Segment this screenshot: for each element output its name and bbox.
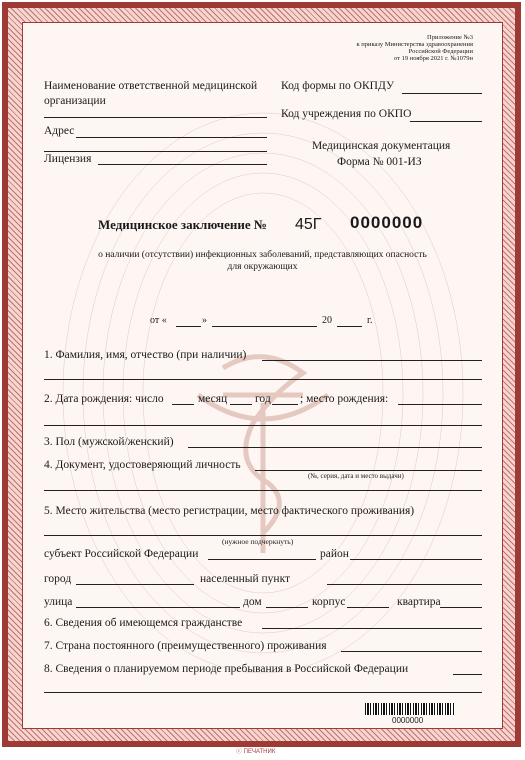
district-field[interactable] (350, 559, 482, 560)
stay-period-field[interactable] (453, 674, 482, 675)
order-reference (357, 34, 474, 63)
full-name-field-2[interactable] (44, 379, 482, 380)
birth-year-field[interactable] (272, 404, 298, 405)
id-document-field[interactable] (255, 470, 482, 471)
date-year-prefix: 20 (322, 315, 332, 326)
district-label: район (320, 548, 349, 560)
order-line-1: Приложение №3 (427, 34, 473, 41)
series-code: 45Г (295, 216, 322, 233)
org-name-label: Наименование ответственной медицинской (44, 80, 258, 92)
field-6-label: 6. Сведения об имеющемся гражданстве (44, 617, 243, 629)
id-document-field-2[interactable] (44, 490, 482, 491)
org-name-field[interactable] (44, 117, 267, 118)
field-5-label: 5. Место жительства (место регистрации, место фактического проживания) (44, 505, 415, 517)
license-label: Лицензия (44, 153, 92, 165)
residence-hint: (нужное подчеркнуть) (222, 537, 294, 546)
order-line-4: от 19 ноября 2021 г. №1079н (393, 55, 473, 63)
date-quote-close: » (202, 315, 207, 326)
birth-month-label: месяц (198, 393, 228, 405)
okpo-label: Код учреждения по ОКПО (281, 108, 412, 120)
date-from-label: от « (150, 315, 167, 326)
stay-period-field-2[interactable] (44, 692, 482, 693)
date-year-field[interactable] (337, 326, 362, 327)
birth-day-field[interactable] (172, 404, 194, 405)
city-label: город (44, 573, 72, 585)
apartment-label: квартира (397, 596, 441, 608)
birth-place-field-2[interactable] (44, 425, 482, 426)
barcode (365, 703, 455, 715)
field-4-label: 4. Документ, удостоверяющий личность (44, 459, 241, 471)
okpo-field[interactable] (410, 121, 482, 122)
city-field[interactable] (76, 584, 194, 585)
settlement-field[interactable] (327, 584, 482, 585)
document-title: Медицинское заключение № (98, 217, 267, 232)
field-8-label: 8. Сведения о планируемом периоде пребывания в Российской Федерации (44, 663, 409, 675)
residence-country-field[interactable] (341, 651, 482, 652)
subtitle-line-1: о наличии (отсутствии) инфекционных заболеваний, представляющих опасность (98, 250, 427, 260)
med-doc-label: Медицинская документация (312, 140, 451, 152)
street-field[interactable] (76, 607, 240, 608)
street-label: улица (44, 596, 73, 608)
address-field[interactable] (76, 137, 267, 138)
subject-label: субъект Российской Федерации (44, 548, 199, 560)
org-name-label-2: организации (44, 95, 106, 107)
residence-field[interactable] (44, 535, 482, 536)
address-label: Адрес (44, 125, 75, 137)
field-3-label: 3. Пол (мужской/женский) (44, 436, 174, 448)
address-field-2[interactable] (44, 151, 267, 152)
order-line-3: Российской Федерации (408, 48, 473, 56)
license-field[interactable] (98, 164, 267, 165)
field-1-label: 1. Фамилия, имя, отчество (при наличии) (44, 349, 247, 361)
house-label: дом (243, 596, 262, 608)
id-document-hint: (№, серия, дата и место выдачи) (308, 472, 404, 480)
date-day-field[interactable] (176, 326, 201, 327)
order-line-2: к приказу Министерства здравоохранения (356, 41, 473, 49)
okpd-label: Код формы по ОКПДУ (281, 80, 395, 92)
birth-year-label: год (255, 393, 271, 405)
building-label: корпус (312, 596, 346, 608)
building-field[interactable] (347, 607, 389, 608)
birth-month-field[interactable] (230, 404, 252, 405)
full-name-field[interactable] (262, 360, 482, 361)
document-number: 0000000 (350, 213, 424, 232)
bowl-of-hygieia-emblem (198, 357, 328, 553)
field-7-label: 7. Страна постоянного (преимущественного) проживания (44, 640, 327, 652)
citizenship-field[interactable] (262, 628, 482, 629)
house-field[interactable] (266, 607, 308, 608)
settlement-label: населенный пункт (200, 573, 291, 585)
subtitle-line-2: для окружающих (227, 262, 298, 272)
field-2-label: 2. Дата рождения: число (44, 393, 164, 405)
date-month-field[interactable] (212, 326, 317, 327)
okpd-field[interactable] (402, 93, 482, 94)
birth-place-field[interactable] (398, 404, 482, 405)
printer-mark: ⓒ ПЕЧАТНИК (236, 749, 276, 755)
form-number-label: Форма № 001-ИЗ (337, 156, 422, 168)
sex-field[interactable] (188, 447, 482, 448)
birth-place-label: ; место рождения: (300, 393, 389, 405)
date-year-suffix: г. (367, 315, 373, 326)
apartment-field[interactable] (440, 607, 482, 608)
subject-field[interactable] (208, 559, 316, 560)
barcode-number: 0000000 (392, 716, 424, 725)
